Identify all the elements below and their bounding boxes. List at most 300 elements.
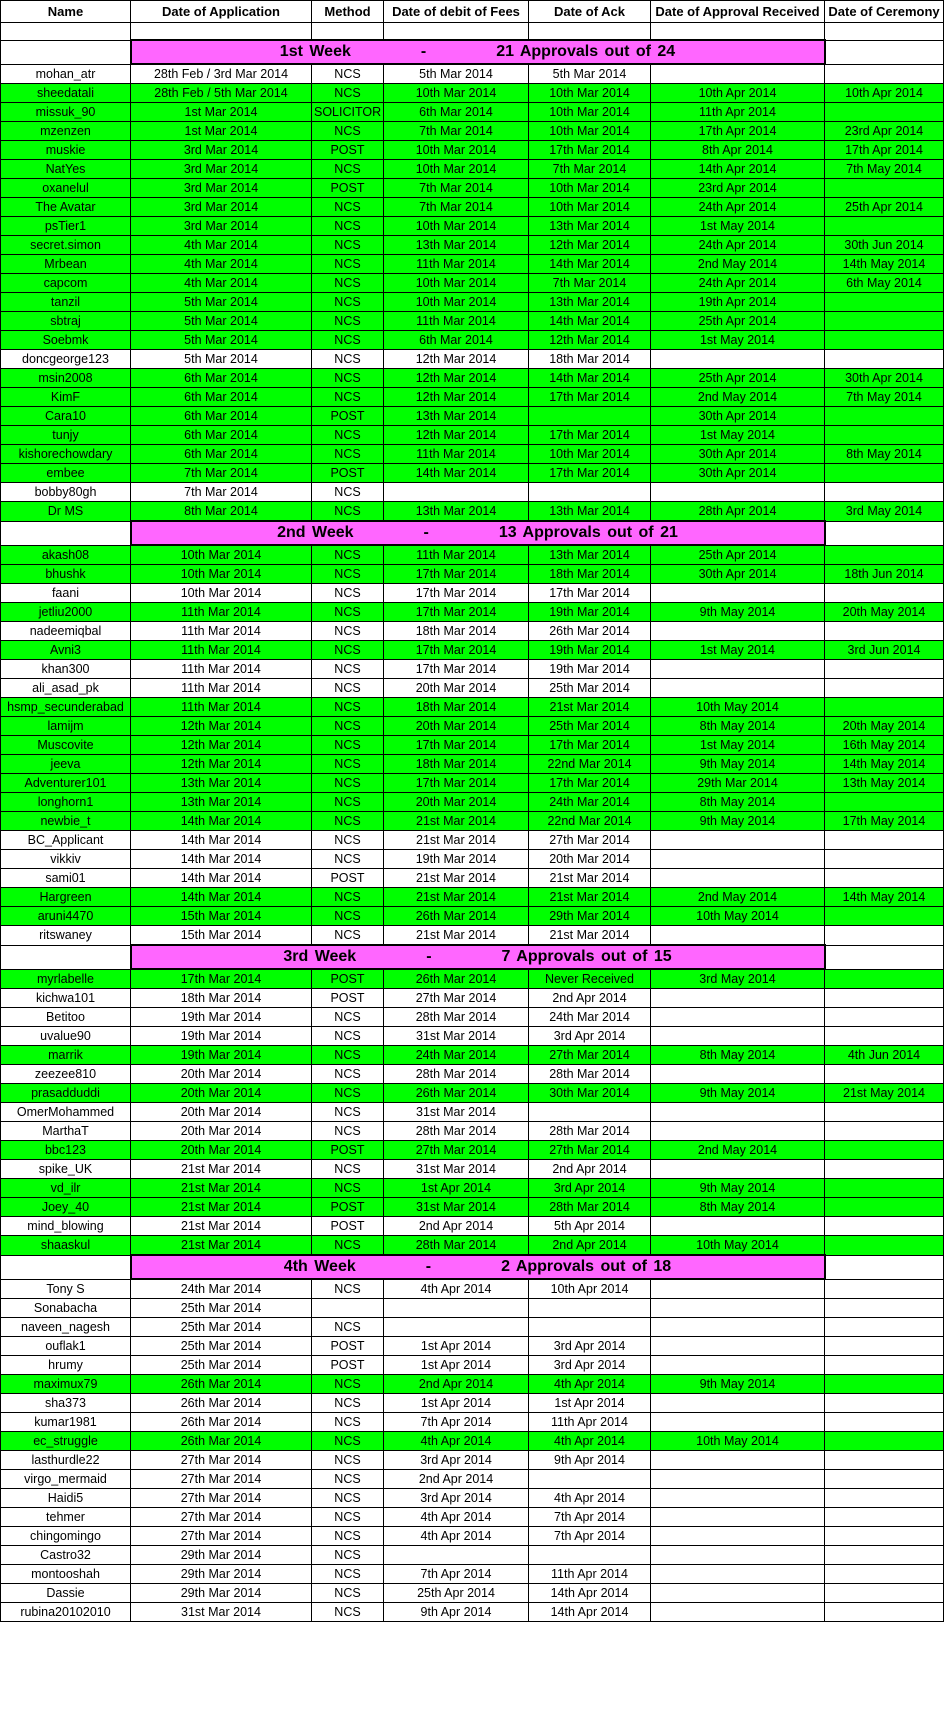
cell-date-of-ceremony	[825, 698, 944, 717]
cell-date-of-ack: 19th Mar 2014	[529, 641, 651, 660]
cell-name: aruni4470	[1, 907, 131, 926]
cell-name: OmerMohammed	[1, 1103, 131, 1122]
cell-name: zeezee810	[1, 1065, 131, 1084]
cell-date-of-approval	[651, 622, 825, 641]
table-row	[1, 812, 944, 831]
cell-date-of-application: 28th Feb / 3rd Mar 2014	[131, 64, 312, 84]
cell-date-of-ack: 11th Apr 2014	[529, 1413, 651, 1432]
cell-date-of-debit: 11th Mar 2014	[384, 312, 529, 331]
cell-method: NCS	[312, 1236, 384, 1256]
cell-date-of-application: 14th Mar 2014	[131, 869, 312, 888]
cell-name: bbc123	[1, 1141, 131, 1160]
cell-date-of-application: 3rd Mar 2014	[131, 179, 312, 198]
header-row	[1, 1, 944, 23]
cell-date-of-ack: 2nd Apr 2014	[529, 989, 651, 1008]
cell-method: NCS	[312, 603, 384, 622]
cell-date-of-ack: 4th Apr 2014	[529, 1489, 651, 1508]
cell-date-of-approval	[651, 926, 825, 946]
table-row	[1, 1027, 944, 1046]
cell-date-of-ack: 17th Mar 2014	[529, 774, 651, 793]
cell-date-of-application: 20th Mar 2014	[131, 1065, 312, 1084]
cell-date-of-ceremony	[825, 1122, 944, 1141]
cell-date-of-ack: 24th Mar 2014	[529, 1008, 651, 1027]
cell-name: Dassie	[1, 1584, 131, 1603]
cell-method: NCS	[312, 565, 384, 584]
cell-date-of-ceremony	[825, 331, 944, 350]
cell-date-of-approval: 24th Apr 2014	[651, 236, 825, 255]
header-date-of-ack: Date of Ack	[529, 1, 651, 23]
cell-date-of-debit: 12th Mar 2014	[384, 388, 529, 407]
cell-date-of-debit: 18th Mar 2014	[384, 755, 529, 774]
empty-cell	[131, 23, 312, 41]
cell-date-of-approval: 2nd May 2014	[651, 888, 825, 907]
cell-date-of-approval: 8th Apr 2014	[651, 141, 825, 160]
cell-method: POST	[312, 1356, 384, 1375]
cell-date-of-ack: 4th Apr 2014	[529, 1432, 651, 1451]
cell-method: NCS	[312, 907, 384, 926]
cell-date-of-approval: 1st May 2014	[651, 331, 825, 350]
cell-name: lamijm	[1, 717, 131, 736]
cell-date-of-ack: 12th Mar 2014	[529, 236, 651, 255]
cell-date-of-approval: 2nd May 2014	[651, 255, 825, 274]
cell-date-of-approval	[651, 989, 825, 1008]
cell-date-of-ceremony: 14th May 2014	[825, 755, 944, 774]
cell-name: Hargreen	[1, 888, 131, 907]
cell-date-of-application: 1st Mar 2014	[131, 103, 312, 122]
cell-date-of-debit: 27th Mar 2014	[384, 989, 529, 1008]
cell-date-of-approval: 30th Apr 2014	[651, 407, 825, 426]
cell-date-of-approval: 30th Apr 2014	[651, 445, 825, 464]
cell-date-of-approval: 1st May 2014	[651, 641, 825, 660]
cell-method: NCS	[312, 888, 384, 907]
cell-date-of-debit: 4th Apr 2014	[384, 1279, 529, 1299]
cell-date-of-debit: 31st Mar 2014	[384, 1160, 529, 1179]
cell-date-of-approval	[651, 1027, 825, 1046]
cell-date-of-ack: 28th Mar 2014	[529, 1065, 651, 1084]
cell-date-of-ack: 20th Mar 2014	[529, 850, 651, 869]
cell-date-of-application: 20th Mar 2014	[131, 1103, 312, 1122]
cell-date-of-approval	[651, 1103, 825, 1122]
cell-date-of-debit: 12th Mar 2014	[384, 369, 529, 388]
cell-date-of-ceremony: 30th Jun 2014	[825, 236, 944, 255]
cell-date-of-application: 10th Mar 2014	[131, 584, 312, 603]
cell-date-of-application: 27th Mar 2014	[131, 1470, 312, 1489]
cell-name: spike_UK	[1, 1160, 131, 1179]
cell-date-of-ceremony: 18th Jun 2014	[825, 565, 944, 584]
cell-method: NCS	[312, 831, 384, 850]
table-row	[1, 1527, 944, 1546]
cell-method: NCS	[312, 850, 384, 869]
table-row	[1, 1299, 944, 1318]
cell-method: NCS	[312, 793, 384, 812]
cell-date-of-application: 19th Mar 2014	[131, 1027, 312, 1046]
cell-name: Muscovite	[1, 736, 131, 755]
cell-method: NCS	[312, 217, 384, 236]
cell-date-of-debit: 21st Mar 2014	[384, 812, 529, 831]
table-row	[1, 603, 944, 622]
cell-date-of-ceremony: 4th Jun 2014	[825, 1046, 944, 1065]
cell-date-of-ceremony	[825, 312, 944, 331]
cell-name: jeeva	[1, 755, 131, 774]
cell-date-of-application: 11th Mar 2014	[131, 603, 312, 622]
cell-date-of-approval	[651, 1413, 825, 1432]
cell-date-of-application: 10th Mar 2014	[131, 565, 312, 584]
cell-date-of-ack: 25th Mar 2014	[529, 679, 651, 698]
cell-method: POST	[312, 1198, 384, 1217]
cell-date-of-application: 19th Mar 2014	[131, 1008, 312, 1027]
cell-date-of-ceremony	[825, 907, 944, 926]
week-banner	[131, 945, 825, 969]
cell-date-of-ack: 21st Mar 2014	[529, 926, 651, 946]
cell-date-of-approval	[651, 850, 825, 869]
cell-method: NCS	[312, 1603, 384, 1622]
cell-name: kishorechowdary	[1, 445, 131, 464]
cell-date-of-ceremony	[825, 1299, 944, 1318]
cell-date-of-ceremony	[825, 179, 944, 198]
table-row	[1, 584, 944, 603]
cell-date-of-approval	[651, 584, 825, 603]
cell-method: NCS	[312, 1318, 384, 1337]
week-title: 2nd Week	[277, 524, 354, 541]
cell-date-of-application: 31st Mar 2014	[131, 1603, 312, 1622]
cell-date-of-ceremony	[825, 407, 944, 426]
cell-date-of-debit: 13th Mar 2014	[384, 236, 529, 255]
cell-date-of-ack: 10th Mar 2014	[529, 84, 651, 103]
table-row	[1, 774, 944, 793]
cell-date-of-ack: 17th Mar 2014	[529, 426, 651, 445]
cell-name: longhorn1	[1, 793, 131, 812]
cell-method: NCS	[312, 660, 384, 679]
cell-method: NCS	[312, 641, 384, 660]
cell-date-of-application: 3rd Mar 2014	[131, 141, 312, 160]
cell-date-of-application: 28th Feb / 5th Mar 2014	[131, 84, 312, 103]
cell-date-of-debit	[384, 1546, 529, 1565]
cell-date-of-approval: 2nd May 2014	[651, 388, 825, 407]
cell-date-of-ack: 13th Mar 2014	[529, 217, 651, 236]
cell-date-of-debit: 28th Mar 2014	[384, 1065, 529, 1084]
table-row	[1, 64, 944, 84]
table-row	[1, 350, 944, 369]
cell-method: NCS	[312, 255, 384, 274]
cell-date-of-ack: 4th Apr 2014	[529, 1375, 651, 1394]
cell-date-of-debit: 31st Mar 2014	[384, 1027, 529, 1046]
cell-date-of-ceremony	[825, 1489, 944, 1508]
cell-date-of-ack: 13th Mar 2014	[529, 502, 651, 522]
cell-date-of-ack: 14th Mar 2014	[529, 312, 651, 331]
cell-date-of-ack: 10th Apr 2014	[529, 1279, 651, 1299]
cell-method: NCS	[312, 736, 384, 755]
cell-date-of-approval: 10th May 2014	[651, 1236, 825, 1256]
cell-date-of-approval	[651, 1451, 825, 1470]
cell-date-of-ack: 7th Apr 2014	[529, 1508, 651, 1527]
week-title: 1st Week	[279, 43, 351, 60]
cell-date-of-debit: 19th Mar 2014	[384, 850, 529, 869]
cell-date-of-ceremony	[825, 869, 944, 888]
cell-date-of-approval	[651, 1318, 825, 1337]
cell-date-of-ack: 28th Mar 2014	[529, 1198, 651, 1217]
cell-date-of-ceremony: 17th May 2014	[825, 812, 944, 831]
cell-date-of-approval: 1st May 2014	[651, 736, 825, 755]
cell-date-of-ceremony	[825, 1141, 944, 1160]
cell-date-of-debit: 13th Mar 2014	[384, 502, 529, 522]
table-row	[1, 1046, 944, 1065]
table-row	[1, 1508, 944, 1527]
table-row	[1, 84, 944, 103]
cell-date-of-ceremony	[825, 1236, 944, 1256]
cell-method: NCS	[312, 122, 384, 141]
header-name: Name	[1, 1, 131, 23]
cell-date-of-application: 18th Mar 2014	[131, 989, 312, 1008]
cell-date-of-debit: 7th Mar 2014	[384, 198, 529, 217]
cell-date-of-debit: 1st Apr 2014	[384, 1179, 529, 1198]
cell-date-of-debit: 21st Mar 2014	[384, 869, 529, 888]
cell-name: The Avatar	[1, 198, 131, 217]
cell-name: vikkiv	[1, 850, 131, 869]
cell-date-of-ceremony	[825, 1103, 944, 1122]
cell-date-of-ceremony: 3rd May 2014	[825, 502, 944, 522]
cell-date-of-ack: 13th Mar 2014	[529, 293, 651, 312]
cell-method: NCS	[312, 1565, 384, 1584]
cell-date-of-debit: 6th Mar 2014	[384, 331, 529, 350]
cell-name: Adventurer101	[1, 774, 131, 793]
cell-date-of-debit: 2nd Apr 2014	[384, 1375, 529, 1394]
cell-date-of-ack	[529, 1299, 651, 1318]
cell-date-of-debit: 1st Apr 2014	[384, 1394, 529, 1413]
cell-date-of-ack: 26th Mar 2014	[529, 622, 651, 641]
table-row	[1, 1198, 944, 1217]
cell-method: NCS	[312, 1084, 384, 1103]
cell-date-of-ceremony	[825, 1318, 944, 1337]
cell-date-of-approval: 1st May 2014	[651, 426, 825, 445]
table-row	[1, 1451, 944, 1470]
cell-date-of-ack: 25th Mar 2014	[529, 717, 651, 736]
cell-date-of-approval: 29th Mar 2014	[651, 774, 825, 793]
cell-date-of-ack: 14th Apr 2014	[529, 1584, 651, 1603]
cell-method: POST	[312, 869, 384, 888]
cell-method: NCS	[312, 1065, 384, 1084]
cell-date-of-debit: 2nd Apr 2014	[384, 1470, 529, 1489]
cell-date-of-ack: 14th Mar 2014	[529, 255, 651, 274]
cell-date-of-ceremony	[825, 1198, 944, 1217]
cell-method: NCS	[312, 64, 384, 84]
table-row	[1, 103, 944, 122]
cell-date-of-ack: 5th Apr 2014	[529, 1217, 651, 1236]
cell-method: POST	[312, 179, 384, 198]
cell-name: ec_struggle	[1, 1432, 131, 1451]
table-row	[1, 679, 944, 698]
table-row	[1, 1394, 944, 1413]
cell-date-of-approval	[651, 1565, 825, 1584]
cell-name: myrlabelle	[1, 969, 131, 989]
cell-date-of-approval	[651, 869, 825, 888]
cell-name: jetliu2000	[1, 603, 131, 622]
cell-name: muskie	[1, 141, 131, 160]
table-row	[1, 888, 944, 907]
cell-date-of-application: 25th Mar 2014	[131, 1318, 312, 1337]
table-row	[1, 1179, 944, 1198]
cell-date-of-ack: 3rd Apr 2014	[529, 1179, 651, 1198]
cell-date-of-application: 3rd Mar 2014	[131, 198, 312, 217]
cell-name: bobby80gh	[1, 483, 131, 502]
table-row	[1, 179, 944, 198]
table-row	[1, 1160, 944, 1179]
cell-date-of-debit: 28th Mar 2014	[384, 1122, 529, 1141]
cell-date-of-ack: 21st Mar 2014	[529, 869, 651, 888]
cell-date-of-application: 6th Mar 2014	[131, 445, 312, 464]
cell-date-of-ack: 21st Mar 2014	[529, 888, 651, 907]
cell-method: NCS	[312, 1451, 384, 1470]
cell-date-of-ack: 2nd Apr 2014	[529, 1236, 651, 1256]
cell-method: POST	[312, 464, 384, 483]
cell-date-of-ack	[529, 1470, 651, 1489]
cell-date-of-debit: 26th Mar 2014	[384, 969, 529, 989]
cell-date-of-debit: 20th Mar 2014	[384, 793, 529, 812]
cell-date-of-application: 5th Mar 2014	[131, 293, 312, 312]
cell-date-of-ack: 12th Mar 2014	[529, 331, 651, 350]
cell-date-of-approval: 2nd May 2014	[651, 1141, 825, 1160]
cell-date-of-application: 11th Mar 2014	[131, 679, 312, 698]
cell-date-of-application: 13th Mar 2014	[131, 774, 312, 793]
table-row	[1, 369, 944, 388]
table-row	[1, 641, 944, 660]
cell-date-of-ack: 27th Mar 2014	[529, 1046, 651, 1065]
cell-date-of-application: 21st Mar 2014	[131, 1198, 312, 1217]
cell-date-of-debit: 11th Mar 2014	[384, 445, 529, 464]
cell-date-of-debit: 13th Mar 2014	[384, 407, 529, 426]
cell-date-of-application: 20th Mar 2014	[131, 1122, 312, 1141]
cell-date-of-ack: Never Received	[529, 969, 651, 989]
cell-date-of-application: 10th Mar 2014	[131, 545, 312, 565]
cell-date-of-ack: 7th Mar 2014	[529, 160, 651, 179]
cell-date-of-ceremony	[825, 1413, 944, 1432]
cell-date-of-ack: 7th Mar 2014	[529, 274, 651, 293]
cell-date-of-ack: 19th Mar 2014	[529, 660, 651, 679]
cell-method: NCS	[312, 160, 384, 179]
week-summary: 13 Approvals out of 21	[498, 524, 678, 541]
cell-date-of-approval	[651, 1546, 825, 1565]
cell-date-of-ceremony	[825, 217, 944, 236]
cell-method: SOLICITOR	[312, 103, 384, 122]
cell-date-of-approval: 14th Apr 2014	[651, 160, 825, 179]
cell-name: Sonabacha	[1, 1299, 131, 1318]
cell-name: mzenzen	[1, 122, 131, 141]
cell-date-of-approval: 9th May 2014	[651, 1084, 825, 1103]
week-header-row	[1, 1255, 944, 1279]
cell-date-of-ceremony: 13th May 2014	[825, 774, 944, 793]
cell-method: NCS	[312, 1375, 384, 1394]
week-banner	[131, 521, 825, 545]
week-header-row	[1, 521, 944, 545]
cell-date-of-debit: 17th Mar 2014	[384, 565, 529, 584]
cell-date-of-debit: 4th Apr 2014	[384, 1508, 529, 1527]
empty-cell	[825, 521, 944, 545]
table-row	[1, 1356, 944, 1375]
cell-name: nadeemiqbal	[1, 622, 131, 641]
cell-date-of-approval: 8th May 2014	[651, 1198, 825, 1217]
cell-date-of-ack: 27th Mar 2014	[529, 1141, 651, 1160]
week-summary: 2 Approvals out of 18	[501, 1258, 672, 1275]
week-header-row	[1, 945, 944, 969]
cell-date-of-ceremony: 30th Apr 2014	[825, 369, 944, 388]
cell-date-of-debit: 20th Mar 2014	[384, 679, 529, 698]
header-date-of-ceremony: Date of Ceremony	[825, 1, 944, 23]
table-row	[1, 141, 944, 160]
cell-date-of-ack: 21st Mar 2014	[529, 698, 651, 717]
cell-method: NCS	[312, 812, 384, 831]
table-row	[1, 1489, 944, 1508]
cell-date-of-application: 13th Mar 2014	[131, 793, 312, 812]
cell-name: prasadduddi	[1, 1084, 131, 1103]
cell-date-of-ack: 10th Mar 2014	[529, 179, 651, 198]
cell-name: tanzil	[1, 293, 131, 312]
cell-date-of-application: 5th Mar 2014	[131, 350, 312, 369]
table-row	[1, 755, 944, 774]
cell-date-of-approval: 8th May 2014	[651, 793, 825, 812]
cell-date-of-ceremony: 21st May 2014	[825, 1084, 944, 1103]
cell-date-of-debit: 10th Mar 2014	[384, 160, 529, 179]
cell-date-of-approval: 30th Apr 2014	[651, 464, 825, 483]
cell-date-of-ceremony	[825, 831, 944, 850]
cell-date-of-ack: 2nd Apr 2014	[529, 1160, 651, 1179]
cell-date-of-debit: 24th Mar 2014	[384, 1046, 529, 1065]
cell-date-of-debit: 7th Apr 2014	[384, 1565, 529, 1584]
cell-date-of-approval: 17th Apr 2014	[651, 122, 825, 141]
table-row	[1, 1375, 944, 1394]
cell-name: msin2008	[1, 369, 131, 388]
cell-name: Betitoo	[1, 1008, 131, 1027]
header-date-of-debit-of-fees: Date of debit of Fees	[384, 1, 529, 23]
cell-name: tehmer	[1, 1508, 131, 1527]
cell-date-of-application: 5th Mar 2014	[131, 312, 312, 331]
cell-date-of-approval	[651, 831, 825, 850]
cell-date-of-application: 3rd Mar 2014	[131, 217, 312, 236]
cell-date-of-ack: 1st Apr 2014	[529, 1394, 651, 1413]
cell-method: POST	[312, 1217, 384, 1236]
cell-method: NCS	[312, 274, 384, 293]
cell-date-of-ceremony	[825, 1008, 944, 1027]
table-row	[1, 1103, 944, 1122]
cell-name: ritswaney	[1, 926, 131, 946]
cell-date-of-application: 20th Mar 2014	[131, 1084, 312, 1103]
empty-cell	[825, 23, 944, 41]
cell-date-of-debit: 7th Apr 2014	[384, 1413, 529, 1432]
table-row	[1, 1565, 944, 1584]
cell-date-of-ceremony	[825, 622, 944, 641]
cell-date-of-ack: 3rd Apr 2014	[529, 1356, 651, 1375]
cell-date-of-ack: 10th Mar 2014	[529, 198, 651, 217]
table-row	[1, 331, 944, 350]
cell-date-of-ack: 5th Mar 2014	[529, 64, 651, 84]
cell-date-of-application: 12th Mar 2014	[131, 717, 312, 736]
cell-date-of-application: 21st Mar 2014	[131, 1217, 312, 1236]
empty-cell	[1, 23, 131, 41]
cell-method: NCS	[312, 1160, 384, 1179]
cell-date-of-debit: 11th Mar 2014	[384, 545, 529, 565]
cell-date-of-ceremony: 14th May 2014	[825, 255, 944, 274]
cell-date-of-application: 3rd Mar 2014	[131, 160, 312, 179]
cell-date-of-approval: 10th May 2014	[651, 907, 825, 926]
empty-cell	[312, 23, 384, 41]
cell-name: KimF	[1, 388, 131, 407]
cell-name: newbie_t	[1, 812, 131, 831]
cell-date-of-approval	[651, 483, 825, 502]
cell-name: kichwa101	[1, 989, 131, 1008]
cell-date-of-approval: 10th May 2014	[651, 1432, 825, 1451]
cell-date-of-debit	[384, 483, 529, 502]
empty-cell	[1, 521, 131, 545]
cell-date-of-approval: 25th Apr 2014	[651, 369, 825, 388]
cell-date-of-application: 24th Mar 2014	[131, 1279, 312, 1299]
